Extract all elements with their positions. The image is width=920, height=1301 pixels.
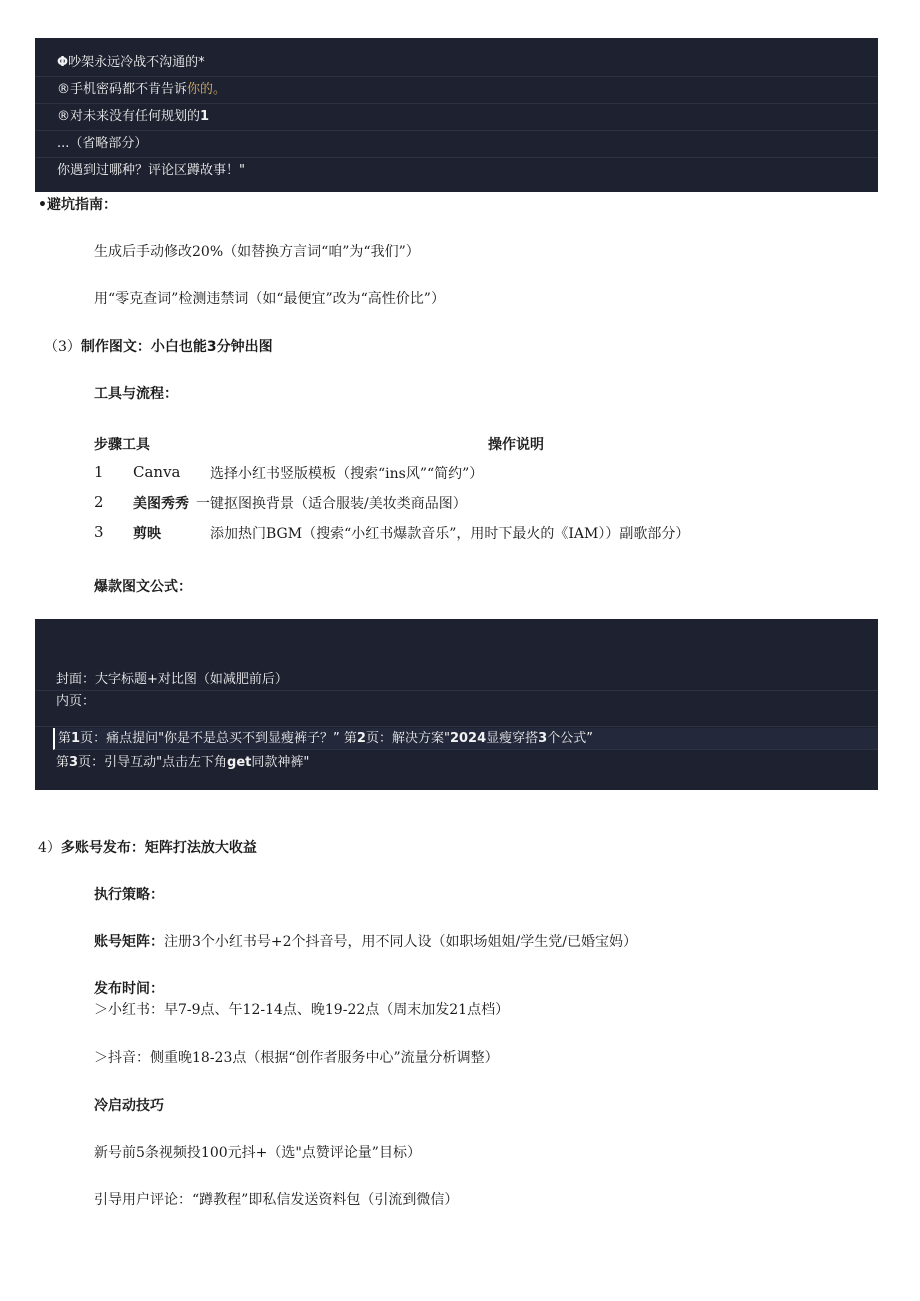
code-line-1: Φ吵架永远冷战不沟通的* — [35, 50, 878, 77]
code-block-comments — [35, 38, 878, 192]
code-line-2: ®手机密码都不肯告诉你的。 — [35, 77, 878, 104]
code-line-5: 你遇到过哪种？评论区蹲故事！" — [57, 163, 245, 178]
formula-cover-line: 封面：大字标题+对比图（如减肥前后） — [35, 669, 878, 691]
table-row-2-tool: 美图秀秀 — [133, 496, 189, 512]
table-row-2-step: 2 — [94, 493, 104, 511]
table-row-1-tool: Canva — [133, 463, 181, 481]
avoid-heading: •避坑指南： — [38, 197, 117, 213]
table-row-1-desc: 选择小红书竖版模板（搜索“ins风”“简约”） — [210, 466, 484, 482]
code-line-4: ...（省略部分） — [35, 131, 878, 158]
table-row-3-desc: 添加热门BGM（搜索“小红书爆款音乐”，用时下最火的《IAM））副歌部分） — [210, 526, 690, 542]
cold-start-item-1: 新号前5条视频投100元抖+（选"点赞评论量”目标） — [94, 1145, 421, 1161]
table-row-3-step: 3 — [94, 523, 104, 541]
formula-inner-line: 内页： — [35, 691, 878, 727]
avoid-item-1: 生成后手动修改20%（如替换方言词“咱”为“我们”） — [94, 244, 420, 260]
time-label: 发布时间： — [94, 981, 164, 997]
avoid-item-2: 用“零克查词”检测违禁词（如“最便宜”改为“高性价比”） — [94, 291, 445, 307]
section4-heading: 4）多账号发布：矩阵打法放大收益 — [38, 840, 257, 856]
table-row-3-tool: 剪映 — [133, 526, 161, 542]
table-header-left: 步骤工具 — [94, 437, 150, 453]
table-row-1-step: 1 — [94, 463, 104, 481]
time-douyin: ＞抖音：侧重晚18-23点（根据“创作者服务中心”流量分析调整） — [94, 1050, 499, 1066]
code-line-3: ®对未来没有任何规划的1 — [35, 104, 878, 131]
formula-label: 爆款图文公式： — [94, 579, 192, 595]
table-header-right: 操作说明 — [488, 437, 544, 453]
time-xiaohongshu: ＞小红书：早7-9点、午12-14点、晚19-22点（周末加发21点档） — [94, 1002, 510, 1018]
tools-label: 工具与流程： — [94, 386, 178, 402]
section3-heading: （3）制作图文：小白也能3分钟出图 — [44, 339, 273, 355]
formula-pages-line: 第1页：痛点提问"你是不是总买不到显瘦裤子？” 第2页：解决方案"2024显瘦穿搭3个公式” — [53, 728, 878, 750]
strategy-label: 执行策略： — [94, 887, 164, 903]
cold-start-label: 冷启动技巧 — [94, 1098, 164, 1114]
table-row-2-desc: 一键抠图换背景（适合服装/美妆类商品图） — [196, 496, 467, 512]
code-block-formula — [35, 619, 878, 790]
formula-page3-line: 第3页：引导互动"点击左下角get同款神裤" — [56, 755, 310, 770]
matrix-line: 账号矩阵：注册3个小红书号+2个抖音号，用不同人设（如职场姐姐/学生党/已婚宝妈） — [94, 934, 637, 950]
cold-start-item-2: 引导用户评论：“蹲教程”即私信发送资料包（引流到微信） — [94, 1192, 459, 1208]
